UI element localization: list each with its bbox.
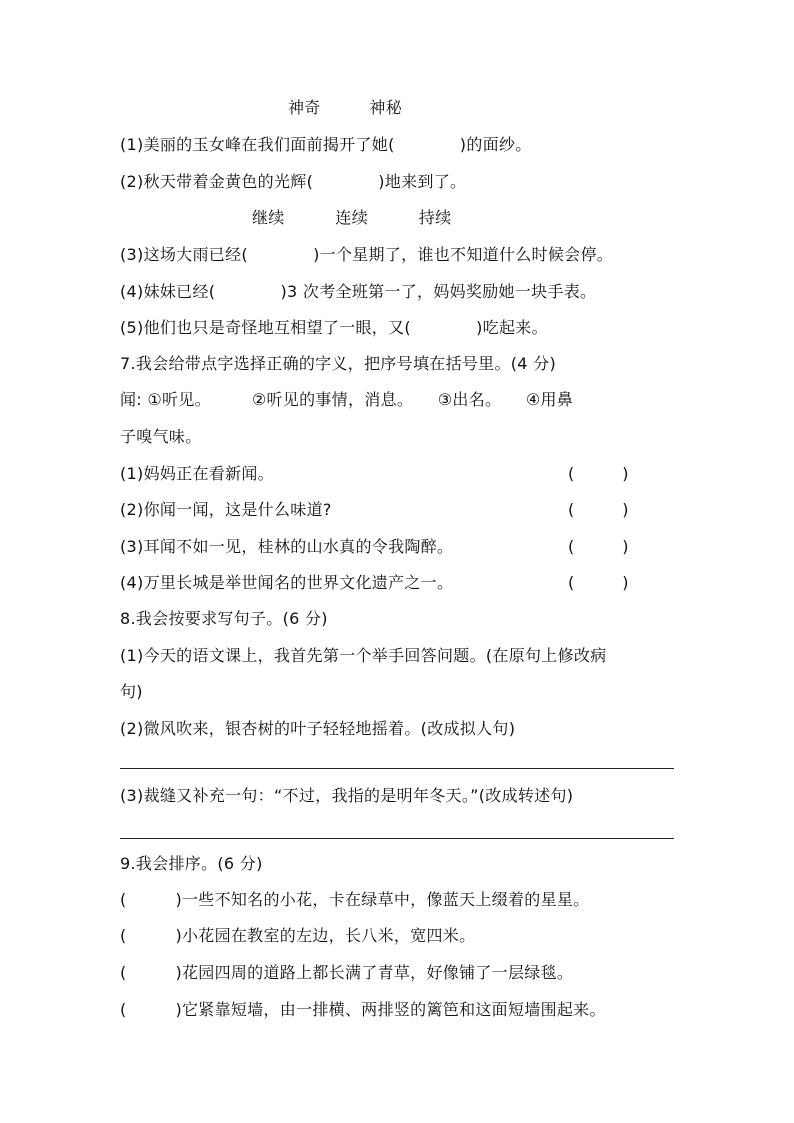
meaning-item-text: (2)你闻一闻，这是什么味道? [120,500,332,519]
meaning-item-3 [120,537,453,557]
definition-line: 闻: ①听见。 ②听见的事情，消息。 ③出名。 ④用鼻 [120,390,574,409]
answer-paren[interactable]: ( ) [568,500,629,519]
answer-paren[interactable]: ( ) [568,537,629,556]
fill-item-5: (5)他们也只是奇怪地互相望了一眼，又( )吃起来。 [120,318,548,337]
order-item-3: ( )花园四周的道路上都长满了青草，好像铺了一层绿毯。 [120,963,574,982]
sentence-item-1-cont: 句) [120,682,143,701]
word-option: 连续 [335,208,368,227]
sentence-item-3: (3)裁缝又补充一句：“不过，我指的是明年冬天。”(改成转述句) [120,786,574,805]
word-option: 神秘 [369,98,402,117]
order-item-1: ( )一些不知名的小花，卡在绿草中，像蓝天上缀着的星星。 [120,890,590,909]
meaning-item-4 [120,573,453,593]
answer-paren[interactable]: ( ) [568,464,629,483]
word-bank-2 [252,208,451,228]
order-item-4: ( )它紧靠短墙，由一排横、两排竖的篱笆和这面短墙围起来。 [120,1000,606,1019]
meaning-item-2 [120,500,332,520]
word-option: 持续 [418,208,452,227]
meaning-item-text: (3)耳闻不如一见，桂林的山水真的令我陶醉。 [120,537,454,556]
fill-item-2: (2)秋天带着金黄色的光辉( )地来到了。 [120,172,467,191]
question-7-title: 7.我会给带点字选择正确的字义，把序号填在括号里。(4 分) [120,354,557,373]
order-item-2: ( )小花园在教室的左边，长八米，宽四米。 [120,926,476,945]
question-9-title: 9.我会排序。(6 分) [120,854,263,873]
fill-item-4: (4)妹妹已经( )3 次考全班第一了，妈妈奖励她一块手表。 [120,282,597,301]
word-option: 继续 [252,208,285,227]
word-bank-1 [288,98,402,118]
sentence-item-1: (1)今天的语文课上，我首先第一个举手回答问题。(在原句上修改病 [120,646,607,665]
answer-paren[interactable]: ( ) [568,573,629,592]
fill-item-3: (3)这场大雨已经( )一个星期了，谁也不知道什么时候会停。 [120,245,614,264]
meaning-item-text: (4)万里长城是举世闻名的世界文化遗产之一。 [120,573,454,592]
answer-line[interactable] [120,838,674,839]
answer-line[interactable] [120,768,674,769]
meaning-item-text: (1)妈妈正在看新闻。 [120,464,274,483]
word-option: 神奇 [288,98,321,117]
fill-item-1: (1)美丽的玉女峰在我们面前揭开了她( )的面纱。 [120,135,532,154]
sentence-item-2: (2)微风吹来，银杏树的叶子轻轻地摇着。(改成拟人句) [120,719,516,738]
definition-line: 子嗅气味。 [120,427,202,446]
meaning-item-1 [120,464,274,484]
question-8-title: 8.我会按要求写句子。(6 分) [120,609,328,628]
